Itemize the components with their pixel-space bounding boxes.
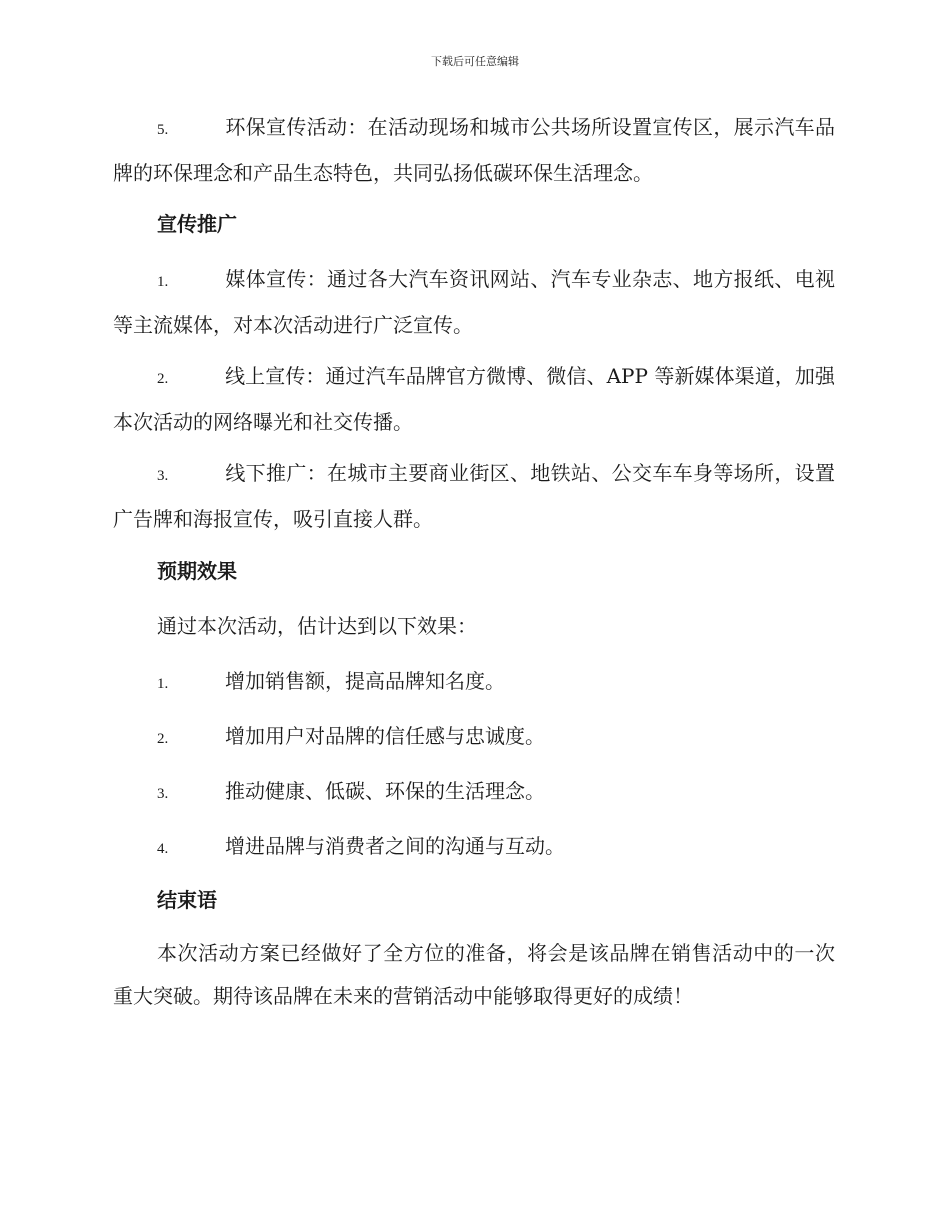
list-item-text: 媒体宣传：通过各大汽车资讯网站、汽车专业杂志、地方报纸、电视等主流媒体，对本次活动进行广泛宣传。 [113, 267, 835, 337]
promotion-item-3 [113, 452, 835, 541]
list-number: 3. [157, 468, 169, 484]
conclusion-paragraph [113, 932, 835, 1018]
list-number: 2. [157, 371, 169, 387]
list-item-text: 线上宣传：通过汽车品牌官方微博、微信、APP 等新媒体渠道，加强本次活动的网络曝光和社交传播。 [113, 364, 835, 434]
list-number: 5. [157, 122, 169, 138]
section-heading-promotion: 宣传推广 [157, 212, 237, 236]
list-number: 1. [157, 274, 169, 290]
effects-item-2 [113, 721, 835, 754]
effects-item-4 [113, 831, 835, 864]
list-item-text: 增加销售额，提高品牌知名度。 [225, 669, 505, 693]
page-header-note: 下载后可任意编辑 [431, 55, 519, 68]
list-item-text: 线下推广：在城市主要商业街区、地铁站、公交车车身等场所，设置广告牌和海报宣传，吸引直接人群。 [113, 461, 835, 531]
effects-item-1 [113, 666, 835, 699]
promotion-item-2 [113, 355, 835, 444]
eco-promotion-item [113, 106, 835, 195]
list-number: 2. [157, 731, 169, 747]
section-heading-conclusion: 结束语 [157, 888, 217, 912]
effects-intro: 通过本次活动，估计达到以下效果： [157, 614, 477, 638]
list-number: 1. [157, 676, 169, 692]
effects-item-3 [113, 776, 835, 809]
conclusion-text: 本次活动方案已经做好了全方位的准备，将会是该品牌在销售活动中的一次重大突破。期待该品牌在未来的营销活动中能够取得更好的成绩！ [113, 941, 835, 1008]
section-heading-effects: 预期效果 [157, 559, 237, 583]
promotion-item-1 [113, 258, 835, 347]
list-number: 4. [157, 841, 169, 857]
list-number: 3. [157, 786, 169, 802]
list-item-text: 环保宣传活动：在活动现场和城市公共场所设置宣传区，展示汽车品牌的环保理念和产品生态特色，共同弘扬低碳环保生活理念。 [113, 115, 835, 185]
list-item-text: 推动健康、低碳、环保的生活理念。 [225, 779, 545, 803]
list-item-text: 增加用户对品牌的信任感与忠诚度。 [225, 724, 545, 748]
list-item-text: 增进品牌与消费者之间的沟通与互动。 [225, 834, 565, 858]
